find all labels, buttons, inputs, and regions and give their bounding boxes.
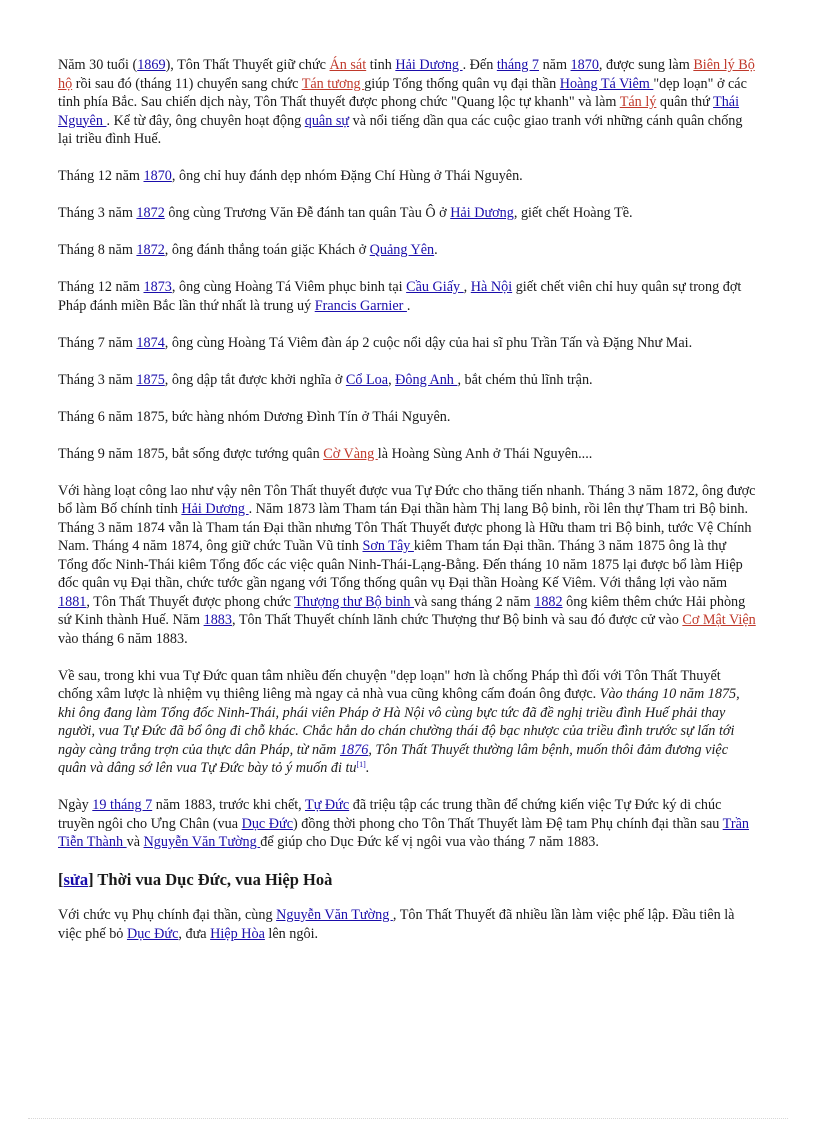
text-run: . Kể từ đây, ông chuyên hoạt động: [106, 112, 305, 129]
red-wiki-link[interactable]: Cơ Mật Viện: [682, 612, 756, 628]
paragraph-anti-french: [58, 667, 758, 778]
wiki-link[interactable]: 19 tháng 7: [92, 797, 153, 813]
text-run: Tháng 3 năm: [58, 205, 137, 221]
wiki-link[interactable]: Nguyễn Văn Tường: [143, 834, 261, 850]
italic-text: Vào tháng 10 năm 1875, khi ông đang làm Tổng đốc Ninh-Thái, phái viên Pháp ở Hà Nội vô cùng bực tức đã đề nghị triều đình Huế phải thay người, vua Tự Đức đã bổ ông đi chỗ khác. Chắc hẳn do chán chường thái độ bạc nhược của triều đình trước sự lấn tới ngày càng trắng trợn của thực dân Pháp, từ năm: [58, 686, 740, 758]
text-run: và nổi tiếng dần qua các cuộc giao tranh với những cánh quân chống lại triều đình Huế.: [58, 112, 743, 147]
text-run: , Tôn Thất Thuyết đã nhiều lần làm việc phế lập. Đầu tiên là việc phế bỏ: [58, 907, 735, 942]
paragraph-dec-1873: [58, 278, 758, 315]
wiki-link[interactable]: 1872: [136, 205, 165, 221]
text-run: rồi sau đó (tháng 11) chuyển sang chức: [72, 75, 302, 92]
wiki-link[interactable]: Thượng thư Bộ binh: [294, 593, 415, 610]
wiki-link[interactable]: Cầu Giấy: [406, 279, 464, 295]
text-run: , ông chỉ huy đánh dẹp nhóm Đặng Chí Hùng ở Thái Nguyên.: [171, 168, 523, 184]
text-run: quân thứ: [656, 94, 714, 110]
wiki-link[interactable]: Tự Đức: [305, 797, 350, 813]
text-run: Với chức vụ Phụ chính đại thần, cùng: [58, 907, 277, 923]
text-run: Tháng 9 năm 1875, bắt sống được tướng quân: [58, 445, 324, 462]
paragraph-regent: [58, 906, 758, 943]
wiki-link[interactable]: 1875: [136, 371, 165, 388]
text-run: vào tháng 6 năm 1883.: [58, 630, 188, 647]
wiki-link[interactable]: Hà Nội: [470, 279, 513, 295]
text-run: ông cùng Trương Văn Đễ đánh tan quân Tàu Ô ở: [164, 205, 451, 221]
text-run: giết chết viên chỉ huy quân sự trong đợt Pháp đánh miền Bắc lần thứ nhất là trung uý: [58, 279, 742, 314]
paragraph-aug-1872: [58, 241, 758, 260]
paragraph-sep-1875: [58, 445, 758, 464]
wiki-link[interactable]: 1870: [143, 168, 172, 184]
wiki-link[interactable]: Hải Dương: [181, 501, 249, 517]
wiki-link[interactable]: Sơn Tây: [362, 538, 414, 554]
text-run: , được sung làm: [598, 57, 694, 73]
paragraph-jul-1883: [58, 796, 758, 852]
text-run: ,: [388, 371, 396, 388]
wiki-link[interactable]: Francis Garnier: [314, 297, 407, 314]
text-run: Tháng 12 năm: [58, 279, 144, 295]
wiki-link[interactable]: 1870: [570, 57, 599, 73]
text-run: năm: [539, 57, 571, 73]
text-run: tỉnh: [366, 57, 396, 73]
text-run: lên ngôi.: [264, 925, 319, 942]
wiki-link[interactable]: Nguyễn Văn Tường: [276, 907, 393, 923]
wiki-link[interactable]: Quảng Yên: [369, 242, 435, 258]
paragraph-jul-1874: [58, 334, 758, 353]
text-run: để giúp cho Dục Đức kế vị ngôi vua vào tháng 7 năm 1883.: [260, 834, 599, 850]
text-run: năm 1883, trước khi chết,: [152, 797, 306, 813]
text-run: và sang tháng 2 năm: [414, 593, 535, 610]
text-run: Tháng 7 năm: [58, 334, 137, 351]
edit-bracket-close: ]: [88, 870, 94, 889]
paragraph-dec-1870: [58, 167, 758, 186]
wiki-link[interactable]: 1881: [58, 593, 87, 610]
text-run: giúp Tổng thống quân vụ đại thần: [364, 75, 560, 92]
edit-section-link[interactable]: sửa: [63, 870, 89, 889]
footnote-ref-link[interactable]: [1]: [356, 760, 366, 769]
red-wiki-link[interactable]: Cờ Vàng: [323, 445, 378, 462]
text-run: , Tôn Thất Thuyết chính lãnh chức Thượng thư Bộ binh và sau đó được cử vào: [231, 612, 683, 628]
text-run: Tháng 12 năm: [58, 168, 144, 184]
wiki-link[interactable]: Hải Dương: [450, 205, 514, 221]
wiki-link[interactable]: Dục Đức: [241, 815, 294, 832]
text-run: Ngày: [58, 797, 93, 813]
text-run: , ông cùng Hoàng Tá Viêm phục binh tại: [171, 279, 407, 295]
section-title: Thời vua Dục Đức, vua Hiệp Hoà: [93, 870, 333, 889]
red-wiki-link[interactable]: Án sát: [329, 57, 367, 73]
text-run: là Hoàng Sùng Anh ở Thái Nguyên....: [377, 445, 593, 462]
text-run: Tháng 8 năm: [58, 242, 137, 258]
text-run: ,: [463, 279, 471, 295]
paragraph-1869: [58, 56, 758, 149]
red-wiki-link[interactable]: Biên lý Bộ hộ: [58, 57, 755, 92]
text-run: ), Tôn Thất Thuyết giữ chức: [165, 57, 330, 73]
wiki-link[interactable]: 1883: [203, 612, 232, 628]
text-run: , ông cùng Hoàng Tá Viêm đàn áp 2 cuộc nổi dậy của hai sĩ phu Trần Tấn và Đặng Như Mai.: [164, 334, 693, 351]
edit-bracket-open: [: [58, 870, 64, 889]
section-heading: [58, 870, 758, 890]
text-run: Với hàng loạt công lao như vậy nên Tôn Thất thuyết được vua Tự Đức cho thăng tiến nhanh. Tháng 3 năm 1872, ông được bổ làm Bố chính tỉnh: [58, 482, 756, 517]
wiki-link[interactable]: Hoàng Tá Viêm: [559, 75, 654, 92]
text-run: , giết chết Hoàng Tề.: [513, 205, 633, 221]
text-run: kiêm Tham tán Đại thần. Tháng 3 năm 1875 ông là thự Tổng đốc Ninh-Thái kiêm Tổng đốc các việc quân Ninh-Thái-Lạng-Bằng. Đến tháng 10 năm 1875 lại được bổ làm Hiệp đốc quân vụ Đại thần, chức tước gần ngang với Tổng thống quân vụ Đại thần Hoàng Kế Viêm. Với thắng lợi vào năm: [58, 538, 743, 591]
text-run: Năm 30 tuổi (: [58, 57, 138, 73]
document-page: [58, 56, 758, 962]
text-run: , đưa: [178, 925, 211, 942]
wiki-link[interactable]: 1869: [137, 57, 166, 73]
page-bottom-rule: [28, 1118, 788, 1119]
text-run: , ông đánh thắng toán giặc Khách ở: [164, 242, 370, 258]
text-run: . Năm 1873 làm Tham tán Đại thần hàm Thị lang Bộ binh, rồi lên thự Tham tri Bộ binh. Tháng 3 năm 1874 vẫn là Tham tán Đại thần nhưng Tôn Thất Thuyết được phong là Hữu tham tri Bộ binh, tước Vệ Chính Nam. Tháng 4 năm 1874, ông giữ chức Tuần Vũ tỉnh: [58, 501, 752, 554]
red-wiki-link[interactable]: Tán lý: [619, 94, 657, 110]
text-run: ông kiêm thêm chức Hải phòng sứ Kinh thành Huế. Năm: [58, 593, 746, 628]
italic-text: .: [365, 760, 370, 776]
wiki-link[interactable]: Đông Anh: [395, 371, 458, 388]
wiki-link[interactable]: 1876: [339, 741, 369, 758]
red-wiki-link[interactable]: Tán tương: [301, 75, 365, 92]
text-run: .: [406, 297, 411, 314]
wiki-link[interactable]: Hiệp Hòa: [210, 925, 265, 942]
text-run: , ông dập tắt được khởi nghĩa ở: [164, 371, 346, 388]
wiki-link[interactable]: Trần Tiễn Thành: [58, 815, 749, 850]
text-run: và: [126, 834, 144, 850]
paragraph-promotions: [58, 482, 758, 649]
text-run: , bắt chém thủ lĩnh trận.: [457, 371, 593, 388]
wiki-link[interactable]: quân sự: [304, 112, 350, 129]
text-run: Tháng 6 năm 1875, bức hàng nhóm Dương Đình Tín ở Thái Nguyên.: [58, 408, 451, 425]
paragraph-mar-1875: [58, 371, 758, 390]
text-run: . Đến: [462, 57, 497, 73]
wiki-link[interactable]: Dục Đức: [126, 925, 179, 942]
paragraph-jun-1875: [58, 408, 758, 427]
wiki-link[interactable]: Hải Dương: [395, 57, 463, 73]
wiki-link[interactable]: tháng 7: [496, 57, 540, 73]
paragraph-mar-1872: [58, 204, 758, 223]
text-run: ) đồng thời phong cho Tôn Thất Thuyết làm Đệ tam Phụ chính đại thần sau: [293, 815, 723, 832]
wiki-link[interactable]: Cổ Loa: [345, 371, 389, 388]
text-run: , Tôn Thất Thuyết được phong chức: [86, 593, 295, 610]
wiki-link[interactable]: 1872: [136, 242, 165, 258]
text-run: Về sau, trong khi vua Tự Đức quan tâm nhiều đến chuyện "dẹp loạn" hơn là chống Pháp thì đối với Tôn Thất Thuyết chống xâm lược là nhiệm vụ thiêng liêng mà ngay cả nhà vua cũng không cấm đoán ông được.: [58, 667, 721, 702]
wiki-link[interactable]: 1882: [534, 593, 563, 610]
text-run: Tháng 3 năm: [58, 371, 137, 388]
wiki-link[interactable]: Thái Nguyên: [58, 94, 740, 129]
text-run: "dẹp loạn" ở các tỉnh phía Bắc. Sau chiến dịch này, Tôn Thất thuyết được phong chức "Quang lộc tự khanh" và làm: [58, 75, 747, 110]
italic-text: , Tôn Thất Thuyết thường lâm bệnh, muốn thôi đảm đương việc quân và dâng sớ lên vua Tự Đức bày tỏ ý muốn đi tu: [58, 741, 728, 776]
text-run: .: [434, 242, 438, 258]
wiki-link[interactable]: 1874: [136, 334, 165, 351]
text-run: đã triệu tập các trung thần để chứng kiến việc Tự Đức ký di chúc truyền ngôi cho Ưng Chân (vua: [58, 797, 722, 832]
wiki-link[interactable]: 1873: [143, 279, 172, 295]
